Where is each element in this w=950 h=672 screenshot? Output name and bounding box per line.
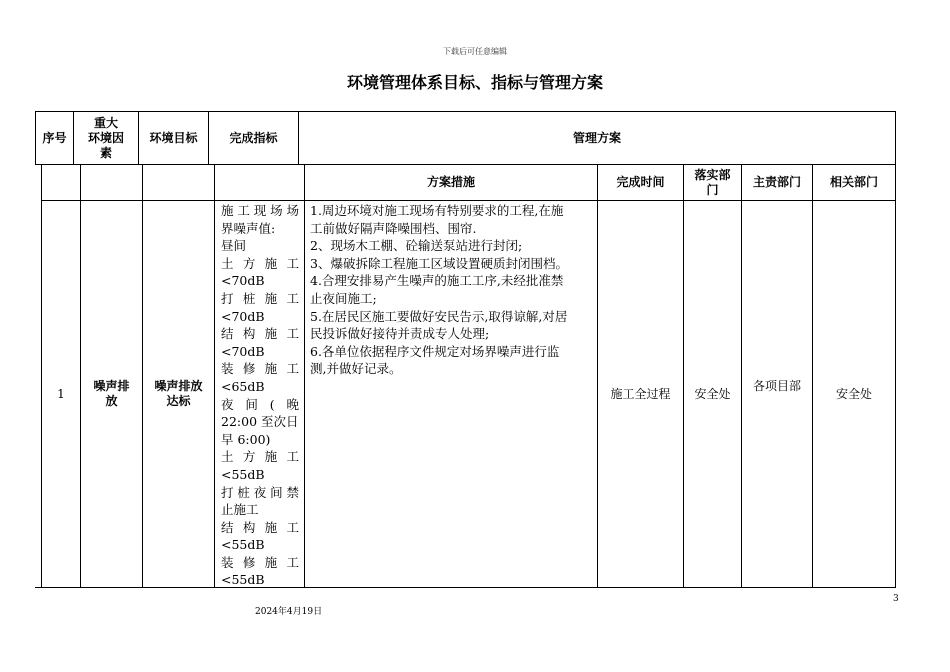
indicator-line-part: 土 [221,449,234,465]
measure-line: 1.周边环境对施工现场有特别要求的工程,在施 [310,203,564,218]
indicator-line: <70dB [221,273,265,289]
indicator-line-part: 工 [286,255,299,271]
indicator-line [221,325,299,343]
subheader-impl-dept-line-2: 门 [706,182,719,197]
indicator-line: 昼间 [221,238,247,254]
measure-line: 工前做好隔声降噪围档、围帘. [310,220,477,236]
indicator-line-part: 间 [270,484,283,500]
subheader-time: 完成时间 [616,175,665,189]
row-goal [143,201,214,587]
indicator-line-part: 夜 [253,484,267,500]
indicator-line-part: 晚 [286,396,299,412]
indicator-line-part: 工 [286,290,299,306]
indicator-line-part: 间 [245,396,258,412]
indicator-line [221,448,299,466]
indicator-line-part: 土 [221,255,234,271]
indicator-line: 界噪声值: [221,220,276,236]
indicator-line-part: 桩 [237,484,250,500]
body-divider-v4 [304,164,305,588]
indicator-line-part: 施 [221,203,234,218]
indicator-line: 止施工 [221,502,259,518]
page-title: 环境管理体系目标、指标与管理方案 [346,73,603,92]
header-factor-line-2: 环境因 [87,130,124,145]
indicator-line-part: 禁 [286,484,299,500]
indicator-line-part: 施 [264,255,278,271]
indicator-line-part: 工 [286,519,299,535]
subheader-measures: 方案措施 [426,175,475,189]
indicator-line [221,484,299,502]
indicator-line [221,202,299,220]
indicator-line-part: 装 [221,361,234,377]
header-plan: 管理方案 [572,130,621,145]
body-divider-v3 [214,164,215,588]
indicator-line-part: 装 [221,554,234,570]
indicator-line-part: 方 [242,255,256,271]
subheader-related-dept: 相关部门 [829,175,878,189]
indicator-line-part: 夜 [221,396,234,412]
indicator-line: <55dB [221,466,265,482]
indicator-line-part: 修 [242,554,256,570]
indicator-line: <70dB [221,308,265,324]
header-factor-line-1: 重大 [93,115,118,130]
row-seq: 1 [57,386,65,401]
row-related-dept: 安全处 [835,386,872,401]
indicator-line-part: 工 [286,449,299,465]
header-factor-line-3: 素 [99,145,112,160]
indicator-line: <65dB [221,378,265,394]
indicator-line-part: 桩 [242,290,256,306]
indicator-line-part: 结 [221,326,234,342]
indicator-line [221,290,299,308]
indicator-line-part: 场 [286,203,299,218]
measure-line: 止夜间施工; [310,290,377,306]
indicator-line: 早 6:00) [221,431,271,447]
indicator-line-part: 修 [242,361,256,377]
indicator-line-part: 施 [264,290,278,306]
indicator-line [221,396,299,414]
row-main-dept: 各项目部 [752,378,801,393]
footer-date: 2024年4月19日 [255,607,323,617]
row-goal-line-1: 噪声排放 [154,379,203,393]
indicator-line [221,255,299,273]
row-goal-line-2: 达标 [166,394,191,408]
indicator-line-part: 构 [242,519,256,535]
indicator-line-part: 工 [286,326,299,342]
header-seq: 序号 [42,130,67,145]
indicator-line [221,360,299,378]
row-factor-line-2: 放 [105,394,118,408]
measure-line: 2、现场木工棚、砼输送泵站进行封闭; [310,238,523,254]
indicator-line-part: ( [269,396,275,412]
indicator-line: 22:00 至次日 [221,414,299,430]
indicator-line [221,554,299,572]
indicator-line-part: 工 [237,203,250,218]
row-measures [310,202,594,378]
header-goal: 环境目标 [149,130,198,145]
indicator-line: <70dB [221,343,265,359]
indicator-line-part: 打 [221,484,234,500]
measure-line: 5.在居民区施工要做好安民告示,取得谅解,对居 [310,308,568,324]
indicator-line-part: 现 [253,203,267,218]
indicator-line-part: 施 [264,449,278,465]
row-factor-line-1: 噪声排 [93,379,130,393]
row-time: 施工全过程 [610,386,671,401]
indicator-line: <55dB [221,572,265,588]
subheader-impl-dept [684,165,741,200]
header-indicator: 完成指标 [229,130,278,145]
page-number: 3 [893,594,899,604]
measure-line: 6.各单位依据程序文件规定对场界噪声进行监 [310,343,560,359]
measure-line: 民投诉做好接待并责成专人处理; [310,326,490,342]
indicator-line-part: 场 [270,203,283,218]
indicator-line-part: 工 [286,361,299,377]
indicator-line-part: 施 [264,519,278,535]
indicator-line-part: 施 [264,361,278,377]
subheader-impl-dept-line-1: 落实部 [694,167,731,182]
indicator-line-part: 施 [264,554,278,570]
row-impl-dept: 安全处 [694,386,731,401]
header-note: 下载后可任意编辑 [443,47,507,56]
header-factor [74,112,138,164]
indicator-line-part: 工 [286,554,299,570]
indicator-line [221,519,299,537]
indicator-line-part: 构 [242,326,256,342]
table-border-bottom [35,587,896,588]
indicator-line: <55dB [221,537,265,553]
measure-line: 3、爆破拆除工程施工区域设置硬质封闭围档。 [310,255,568,271]
row-indicator [221,202,299,589]
indicator-line-part: 结 [221,519,234,535]
indicator-line-part: 施 [264,326,278,342]
subheader-main-dept: 主责部门 [752,175,801,189]
indicator-line-part: 方 [242,449,256,465]
indicator-line-part: 打 [221,290,234,306]
measure-line: 测,并做好记录。 [310,361,402,377]
table-right-border [895,111,896,588]
row-factor [81,201,142,587]
measure-line: 4.合理安排易产生噪声的施工工序,未经批准禁 [310,273,564,289]
